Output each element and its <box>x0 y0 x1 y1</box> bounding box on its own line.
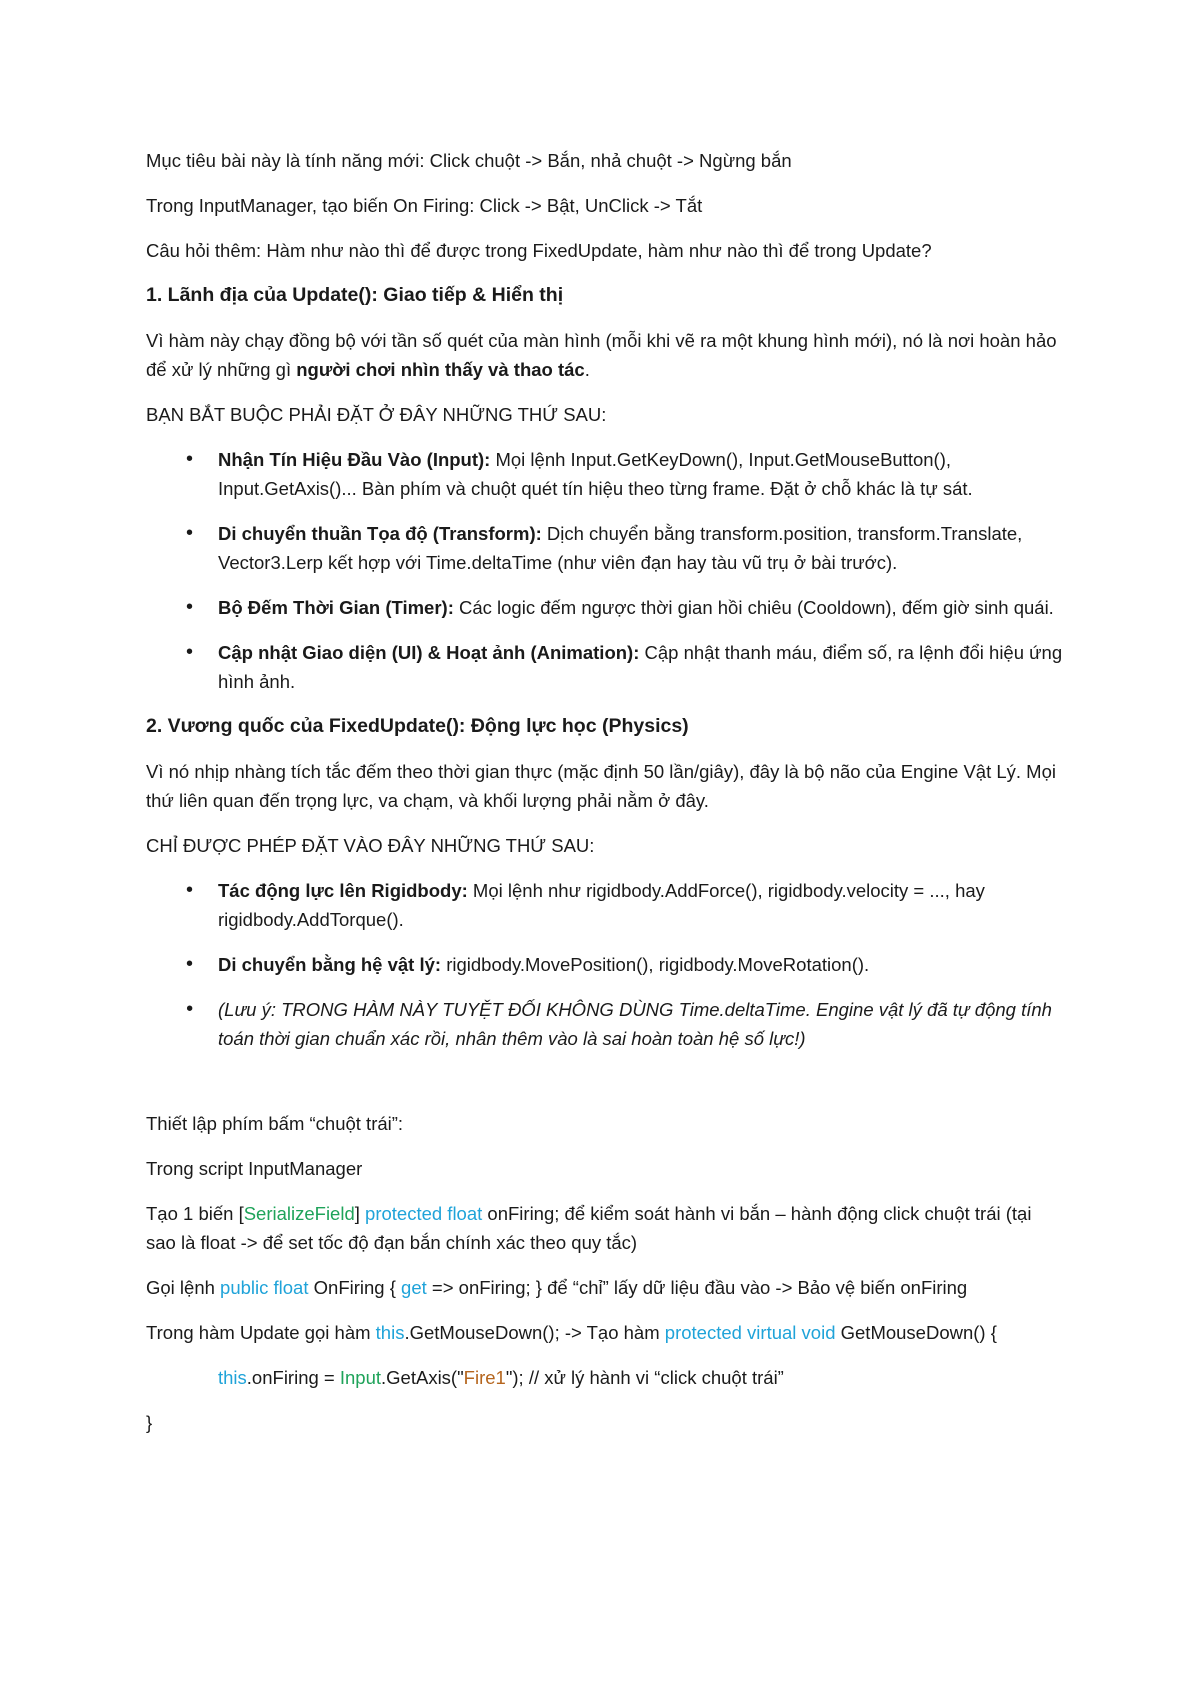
section1-list <box>146 445 1066 696</box>
section2-heading: 2. Vương quốc của FixedUpdate(): Động lực học (Physics) <box>146 715 689 737</box>
setup-update: Trong hàm Update gọi hàm this.GetMouseDown(); -> Tạo hàm protected virtual void GetMouseDown() { <box>146 1322 997 1343</box>
intro-question: Câu hỏi thêm: Hàm như nào thì để được trong FixedUpdate, hàm như nào thì để trong Update? <box>146 240 932 261</box>
code-close-brace: } <box>146 1412 153 1433</box>
list-item-note: • (Lưu ý: TRONG HÀM NÀY TUYỆT ĐỐI KHÔNG DÙNG Time.deltaTime. Engine vật lý đã tự động tính toán thời gian chuẩn xác rồi, nhân thêm vào là sai hoàn toàn hệ số lực!) <box>146 995 1066 1053</box>
list-item: • Cập nhật Giao diện (UI) & Hoạt ảnh (Animation): Cập nhật thanh máu, điểm số, ra lệnh đổi hiệu ứng hình ảnh. <box>146 638 1066 696</box>
setup-property: Gọi lệnh public float OnFiring { get => onFiring; } để “chỉ” lấy dữ liệu đầu vào -> Bảo vệ biến onFiring <box>146 1277 968 1298</box>
list-item: • Bộ Đếm Thời Gian (Timer): Các logic đếm ngược thời gian hồi chiêu (Cooldown), đếm giờ sinh quái. <box>146 593 1066 622</box>
section1-heading: 1. Lãnh địa của Update(): Giao tiếp & Hiển thị <box>146 284 564 306</box>
list-item: • Tác động lực lên Rigidbody: Mọi lệnh như rigidbody.AddForce(), rigidbody.velocity = ..., hay rigidbody.AddTorque(). <box>146 876 1066 934</box>
section2-desc: Vì nó nhịp nhàng tích tắc đếm theo thời gian thực (mặc định 50 lần/giây), đây là bộ não của Engine Vật Lý. Mọi thứ liên quan đến trọng lực, va chạm, và khối lượng phải nằm ở đây. <box>146 761 1056 811</box>
setup-variable: Tạo 1 biến [SerializeField] protected float onFiring; để kiểm soát hành vi bắn – hành động click chuột trái (tại sao là float -> để set tốc độ đạn bắn chính xác theo quy tắc) <box>146 1203 1032 1253</box>
setup-title: Thiết lập phím bấm “chuột trái”: <box>146 1113 404 1134</box>
list-item: • Nhận Tín Hiệu Đầu Vào (Input): Mọi lệnh Input.GetKeyDown(), Input.GetMouseButton(), Input.GetAxis()... Bàn phím và chuột quét tín hiệu theo từng frame. Đặt ở chỗ khác là tự sát. <box>146 445 1066 503</box>
setup-script: Trong script InputManager <box>146 1158 363 1179</box>
list-item: • Di chuyển bằng hệ vật lý: rigidbody.MovePosition(), rigidbody.MoveRotation(). <box>146 950 1066 979</box>
section2-list <box>146 876 1066 1053</box>
section1-must: BẠN BẮT BUỘC PHẢI ĐẶT Ở ĐÂY NHỮNG THỨ SAU: <box>146 404 607 425</box>
section1-desc: Vì hàm này chạy đồng bộ với tần số quét của màn hình (mỗi khi vẽ ra một khung hình mới), nó là nơi hoàn hảo để xử lý những gì người chơi nhìn thấy và thao tác. <box>146 330 1057 380</box>
section2-allowed: CHỈ ĐƯỢC PHÉP ĐẶT VÀO ĐÂY NHỮNG THỨ SAU: <box>146 835 595 856</box>
intro-goal: Mục tiêu bài này là tính năng mới: Click chuột -> Bắn, nhả chuột -> Ngừng bắn <box>146 150 792 171</box>
document-page <box>146 146 1066 1453</box>
list-item: • Di chuyển thuần Tọa độ (Transform): Dịch chuyển bằng transform.position, transform.Translate, Vector3.Lerp kết hợp với Time.deltaTime (như viên đạn hay tàu vũ trụ ở bài trước). <box>146 519 1066 577</box>
intro-variable: Trong InputManager, tạo biến On Firing: Click -> Bật, UnClick -> Tắt <box>146 195 703 216</box>
code-line: this.onFiring = Input.GetAxis("Fire1"); // xử lý hành vi “click chuột trái” <box>218 1367 784 1388</box>
